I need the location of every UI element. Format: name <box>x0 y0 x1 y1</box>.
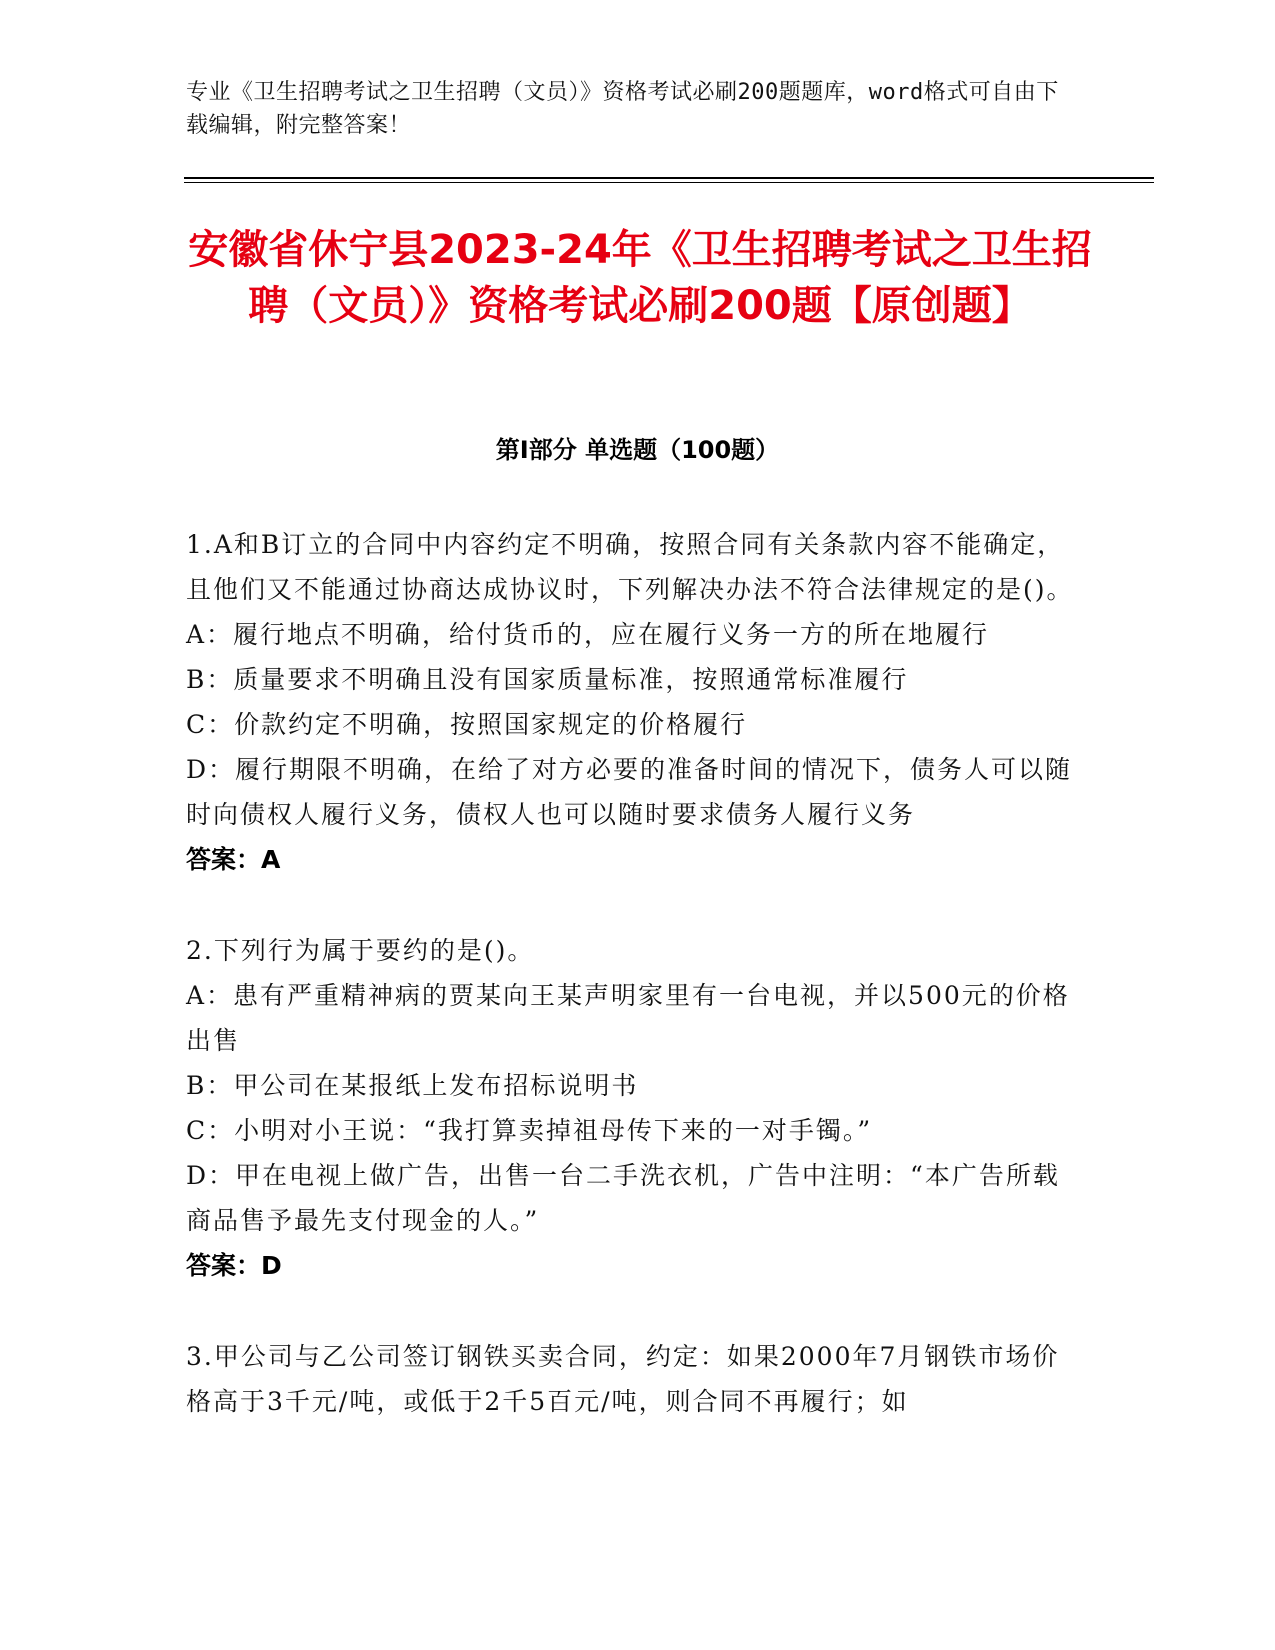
option-b: B：甲公司在某报纸上发布招标说明书 <box>186 1071 639 1100</box>
answer: 答案：D <box>186 1251 282 1280</box>
section-title: 第I部分 单选题（100题） <box>495 436 780 464</box>
option-a: A：患有严重精神病的贾某向王某声明家里有一台电视，并以500元的价格出售 <box>186 981 1070 1055</box>
option-c: C：价款约定不明确，按照国家规定的价格履行 <box>186 710 748 739</box>
question-list <box>186 522 1086 1470</box>
question-1 <box>186 522 1086 882</box>
question-stem: 3.甲公司与乙公司签订钢铁买卖合同，约定：如果2000年7月钢铁市场价格高于3千元/吨，或低于2千5百元/吨，则合同不再履行；如 <box>186 1342 1060 1416</box>
question-3 <box>186 1334 1086 1424</box>
header-rule-thick <box>184 177 1154 179</box>
question-stem: 1.A和B订立的合同中内容约定不明确，按照合同有关条款内容不能确定，且他们又不能通过协商达成协议时，下列解决办法不符合法律规定的是()。 <box>186 530 1074 604</box>
option-d: D：甲在电视上做广告，出售一台二手洗衣机，广告中注明：“本广告所载商品售予最先支付现金的人。” <box>186 1161 1060 1235</box>
header-rule-thin <box>184 182 1154 183</box>
document-title: 安徽省休宁县2023-24年《卫生招聘考试之卫生招聘（文员）》资格考试必刷200题【原创题】 <box>188 227 1092 329</box>
option-c: C：小明对小王说：“我打算卖掉祖母传下来的一对手镯。” <box>186 1116 873 1145</box>
question-stem: 2.下列行为属于要约的是()。 <box>186 936 535 965</box>
answer: 答案：A <box>186 845 281 874</box>
option-a: A：履行地点不明确，给付货币的，应在履行义务一方的所在地履行 <box>186 620 990 649</box>
option-d: D：履行期限不明确，在给了对方必要的准备时间的情况下，债务人可以随时向债权人履行义务，债权人也可以随时要求债务人履行义务 <box>186 755 1073 829</box>
header-note: 专业《卫生招聘考试之卫生招聘（文员）》资格考试必刷200题题库，word格式可自由下载编辑，附完整答案！ <box>186 80 1059 138</box>
option-b: B：质量要求不明确且没有国家质量标准，按照通常标准履行 <box>186 665 909 694</box>
question-2 <box>186 928 1086 1288</box>
